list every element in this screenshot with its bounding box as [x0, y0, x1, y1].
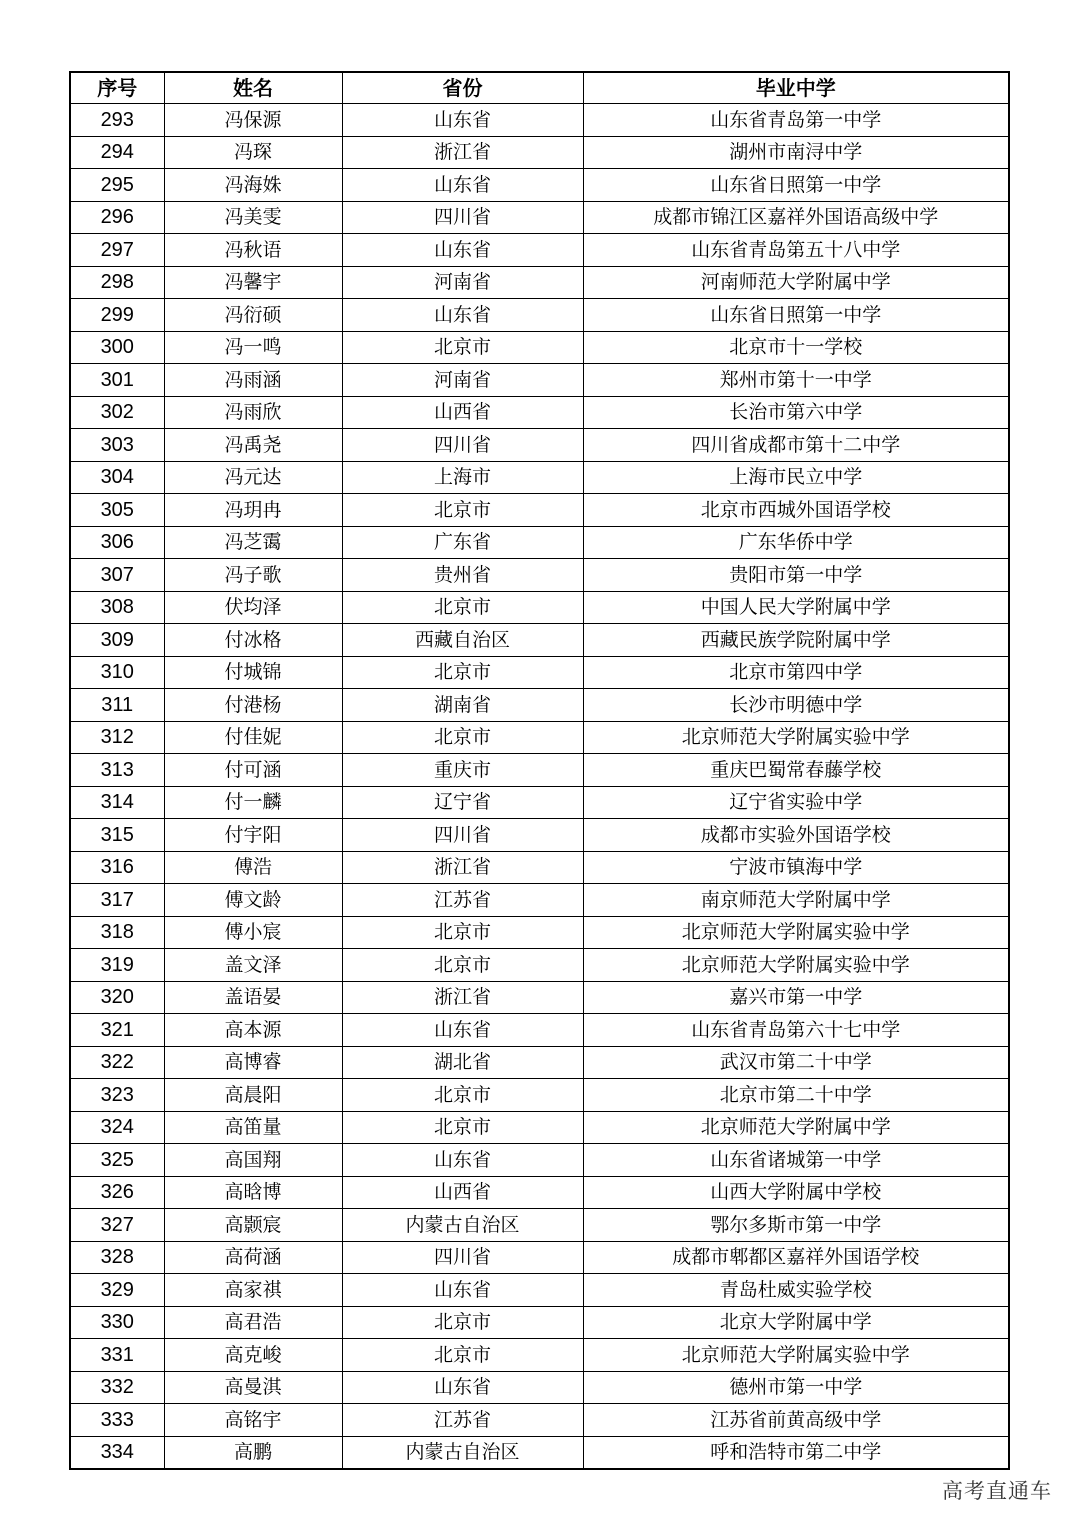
- cell-high-school: 北京师范大学附属实验中学: [583, 721, 1009, 754]
- table-row: [70, 559, 1009, 592]
- cell-serial-number: 303: [70, 429, 164, 462]
- table-row: [70, 266, 1009, 299]
- table-row: [70, 981, 1009, 1014]
- cell-name: 傅文龄: [164, 884, 342, 917]
- cell-province: 北京市: [342, 949, 583, 982]
- cell-high-school: 上海市民立中学: [583, 461, 1009, 494]
- cell-name: 冯馨宇: [164, 266, 342, 299]
- table-row: [70, 1014, 1009, 1047]
- cell-province: 山西省: [342, 1176, 583, 1209]
- cell-high-school: 山东省日照第一中学: [583, 169, 1009, 202]
- cell-high-school: 长治市第六中学: [583, 396, 1009, 429]
- cell-high-school: 西藏民族学院附属中学: [583, 624, 1009, 657]
- cell-province: 山东省: [342, 104, 583, 137]
- cell-province: 北京市: [342, 721, 583, 754]
- cell-serial-number: 309: [70, 624, 164, 657]
- watermark-text: 高考直通车: [942, 1479, 1052, 1503]
- table-row: [70, 331, 1009, 364]
- cell-name: 傅浩: [164, 851, 342, 884]
- cell-high-school: 北京市第四中学: [583, 656, 1009, 689]
- cell-name: 付可涵: [164, 754, 342, 787]
- cell-high-school: 广东华侨中学: [583, 526, 1009, 559]
- cell-serial-number: 297: [70, 234, 164, 267]
- cell-high-school: 郑州市第十一中学: [583, 364, 1009, 397]
- cell-high-school: 北京师范大学附属中学: [583, 1111, 1009, 1144]
- cell-province: 四川省: [342, 429, 583, 462]
- cell-serial-number: 306: [70, 526, 164, 559]
- cell-province: 四川省: [342, 1241, 583, 1274]
- table-row: [70, 624, 1009, 657]
- table-row: [70, 234, 1009, 267]
- cell-high-school: 山西大学附属中学校: [583, 1176, 1009, 1209]
- cell-province: 山东省: [342, 234, 583, 267]
- cell-name: 冯雨涵: [164, 364, 342, 397]
- cell-serial-number: 331: [70, 1339, 164, 1372]
- cell-province: 内蒙古自治区: [342, 1209, 583, 1242]
- cell-province: 浙江省: [342, 851, 583, 884]
- cell-province: 北京市: [342, 1079, 583, 1112]
- cell-name: 付佳妮: [164, 721, 342, 754]
- table-row: [70, 786, 1009, 819]
- cell-high-school: 贵阳市第一中学: [583, 559, 1009, 592]
- cell-name: 冯琛: [164, 136, 342, 169]
- cell-high-school: 德州市第一中学: [583, 1371, 1009, 1404]
- cell-high-school: 成都市郫都区嘉祥外国语学校: [583, 1241, 1009, 1274]
- cell-name: 高君浩: [164, 1306, 342, 1339]
- cell-high-school: 辽宁省实验中学: [583, 786, 1009, 819]
- table-row: [70, 364, 1009, 397]
- cell-name: 冯海姝: [164, 169, 342, 202]
- cell-name: 冯子歌: [164, 559, 342, 592]
- cell-province: 江苏省: [342, 884, 583, 917]
- cell-high-school: 湖州市南浔中学: [583, 136, 1009, 169]
- cell-serial-number: 332: [70, 1371, 164, 1404]
- cell-serial-number: 318: [70, 916, 164, 949]
- cell-serial-number: 322: [70, 1046, 164, 1079]
- cell-high-school: 山东省日照第一中学: [583, 299, 1009, 332]
- table-row: [70, 396, 1009, 429]
- cell-name: 伏均泽: [164, 591, 342, 624]
- cell-name: 冯衍硕: [164, 299, 342, 332]
- cell-serial-number: 295: [70, 169, 164, 202]
- cell-name: 冯秋语: [164, 234, 342, 267]
- cell-province: 贵州省: [342, 559, 583, 592]
- cell-serial-number: 317: [70, 884, 164, 917]
- cell-name: 高晗博: [164, 1176, 342, 1209]
- cell-serial-number: 301: [70, 364, 164, 397]
- cell-serial-number: 313: [70, 754, 164, 787]
- cell-serial-number: 315: [70, 819, 164, 852]
- cell-high-school: 青岛杜威实验学校: [583, 1274, 1009, 1307]
- table-row: [70, 299, 1009, 332]
- cell-province: 北京市: [342, 916, 583, 949]
- cell-serial-number: 310: [70, 656, 164, 689]
- cell-serial-number: 327: [70, 1209, 164, 1242]
- table-body: [70, 104, 1009, 1470]
- cell-serial-number: 302: [70, 396, 164, 429]
- cell-province: 西藏自治区: [342, 624, 583, 657]
- table-row: [70, 1111, 1009, 1144]
- cell-province: 河南省: [342, 364, 583, 397]
- cell-serial-number: 325: [70, 1144, 164, 1177]
- cell-name: 冯雨欣: [164, 396, 342, 429]
- table-row: [70, 1079, 1009, 1112]
- cell-serial-number: 334: [70, 1436, 164, 1469]
- cell-high-school: 南京师范大学附属中学: [583, 884, 1009, 917]
- cell-serial-number: 312: [70, 721, 164, 754]
- table-row: [70, 1046, 1009, 1079]
- cell-high-school: 成都市锦江区嘉祥外国语高级中学: [583, 201, 1009, 234]
- cell-high-school: 长沙市明德中学: [583, 689, 1009, 722]
- cell-serial-number: 316: [70, 851, 164, 884]
- cell-high-school: 四川省成都市第十二中学: [583, 429, 1009, 462]
- cell-high-school: 中国人民大学附属中学: [583, 591, 1009, 624]
- cell-name: 高本源: [164, 1014, 342, 1047]
- cell-province: 湖南省: [342, 689, 583, 722]
- cell-province: 山东省: [342, 299, 583, 332]
- cell-province: 四川省: [342, 819, 583, 852]
- cell-serial-number: 304: [70, 461, 164, 494]
- table-row: [70, 591, 1009, 624]
- cell-name: 高博睿: [164, 1046, 342, 1079]
- table-row: [70, 754, 1009, 787]
- cell-serial-number: 311: [70, 689, 164, 722]
- cell-province: 辽宁省: [342, 786, 583, 819]
- cell-province: 江苏省: [342, 1404, 583, 1437]
- cell-serial-number: 299: [70, 299, 164, 332]
- cell-province: 上海市: [342, 461, 583, 494]
- cell-province: 山东省: [342, 1371, 583, 1404]
- cell-name: 盖文泽: [164, 949, 342, 982]
- cell-name: 高克峻: [164, 1339, 342, 1372]
- cell-high-school: 北京市第二十中学: [583, 1079, 1009, 1112]
- cell-name: 付冰格: [164, 624, 342, 657]
- header-serial-number: 序号: [70, 72, 164, 104]
- table-row: [70, 1176, 1009, 1209]
- header-high-school: 毕业中学: [583, 72, 1009, 104]
- table-row: [70, 721, 1009, 754]
- table-row: [70, 949, 1009, 982]
- cell-province: 内蒙古自治区: [342, 1436, 583, 1469]
- cell-serial-number: 333: [70, 1404, 164, 1437]
- cell-province: 山西省: [342, 396, 583, 429]
- cell-high-school: 山东省青岛第一中学: [583, 104, 1009, 137]
- cell-high-school: 北京师范大学附属实验中学: [583, 949, 1009, 982]
- cell-province: 北京市: [342, 1339, 583, 1372]
- cell-name: 冯保源: [164, 104, 342, 137]
- cell-province: 湖北省: [342, 1046, 583, 1079]
- cell-name: 高晨阳: [164, 1079, 342, 1112]
- cell-name: 付港杨: [164, 689, 342, 722]
- cell-serial-number: 308: [70, 591, 164, 624]
- cell-province: 北京市: [342, 1111, 583, 1144]
- header-province: 省份: [342, 72, 583, 104]
- table-row: [70, 136, 1009, 169]
- cell-serial-number: 330: [70, 1306, 164, 1339]
- cell-name: 冯玥冉: [164, 494, 342, 527]
- table-row: [70, 1241, 1009, 1274]
- cell-high-school: 山东省诸城第一中学: [583, 1144, 1009, 1177]
- table-row: [70, 916, 1009, 949]
- cell-serial-number: 296: [70, 201, 164, 234]
- table-row: [70, 1209, 1009, 1242]
- cell-name: 高笛量: [164, 1111, 342, 1144]
- cell-province: 河南省: [342, 266, 583, 299]
- cell-high-school: 北京市西城外国语学校: [583, 494, 1009, 527]
- table-row: [70, 1144, 1009, 1177]
- cell-serial-number: 298: [70, 266, 164, 299]
- cell-high-school: 嘉兴市第一中学: [583, 981, 1009, 1014]
- table-row: [70, 1306, 1009, 1339]
- cell-high-school: 武汉市第二十中学: [583, 1046, 1009, 1079]
- table-row: [70, 656, 1009, 689]
- student-roster-table: [69, 71, 1010, 1470]
- cell-serial-number: 300: [70, 331, 164, 364]
- cell-name: 傅小宸: [164, 916, 342, 949]
- cell-province: 山东省: [342, 1274, 583, 1307]
- cell-high-school: 北京市十一学校: [583, 331, 1009, 364]
- cell-name: 高国翔: [164, 1144, 342, 1177]
- cell-name: 付一麟: [164, 786, 342, 819]
- header-row: [70, 72, 1009, 104]
- table-header: [70, 72, 1009, 104]
- cell-name: 高荷涵: [164, 1241, 342, 1274]
- cell-high-school: 山东省青岛第六十七中学: [583, 1014, 1009, 1047]
- table-row: [70, 1371, 1009, 1404]
- cell-name: 高铭宇: [164, 1404, 342, 1437]
- table-row: [70, 104, 1009, 137]
- table-row: [70, 819, 1009, 852]
- cell-name: 冯芝霭: [164, 526, 342, 559]
- cell-serial-number: 293: [70, 104, 164, 137]
- cell-province: 广东省: [342, 526, 583, 559]
- cell-high-school: 北京师范大学附属实验中学: [583, 1339, 1009, 1372]
- cell-serial-number: 321: [70, 1014, 164, 1047]
- cell-serial-number: 329: [70, 1274, 164, 1307]
- cell-high-school: 成都市实验外国语学校: [583, 819, 1009, 852]
- table-row: [70, 526, 1009, 559]
- cell-name: 付宇阳: [164, 819, 342, 852]
- cell-province: 重庆市: [342, 754, 583, 787]
- cell-serial-number: 314: [70, 786, 164, 819]
- cell-province: 北京市: [342, 1306, 583, 1339]
- cell-serial-number: 320: [70, 981, 164, 1014]
- cell-province: 北京市: [342, 331, 583, 364]
- cell-name: 盖语晏: [164, 981, 342, 1014]
- cell-name: 冯美雯: [164, 201, 342, 234]
- cell-serial-number: 307: [70, 559, 164, 592]
- cell-province: 浙江省: [342, 981, 583, 1014]
- cell-high-school: 呼和浩特市第二中学: [583, 1436, 1009, 1469]
- cell-serial-number: 319: [70, 949, 164, 982]
- table-row: [70, 884, 1009, 917]
- table-row: [70, 169, 1009, 202]
- cell-province: 四川省: [342, 201, 583, 234]
- cell-high-school: 江苏省前黄高级中学: [583, 1404, 1009, 1437]
- cell-high-school: 北京师范大学附属实验中学: [583, 916, 1009, 949]
- table-row: [70, 1339, 1009, 1372]
- table-row: [70, 461, 1009, 494]
- cell-high-school: 宁波市镇海中学: [583, 851, 1009, 884]
- cell-province: 北京市: [342, 591, 583, 624]
- cell-name: 付城锦: [164, 656, 342, 689]
- cell-high-school: 山东省青岛第五十八中学: [583, 234, 1009, 267]
- table-row: [70, 851, 1009, 884]
- cell-serial-number: 294: [70, 136, 164, 169]
- table-row: [70, 494, 1009, 527]
- cell-province: 山东省: [342, 1144, 583, 1177]
- cell-name: 冯禹尧: [164, 429, 342, 462]
- table-row: [70, 201, 1009, 234]
- cell-province: 浙江省: [342, 136, 583, 169]
- table-row: [70, 1436, 1009, 1469]
- cell-province: 北京市: [342, 656, 583, 689]
- cell-name: 冯元达: [164, 461, 342, 494]
- cell-serial-number: 326: [70, 1176, 164, 1209]
- header-name: 姓名: [164, 72, 342, 104]
- cell-name: 冯一鸣: [164, 331, 342, 364]
- table-row: [70, 1404, 1009, 1437]
- cell-province: 山东省: [342, 1014, 583, 1047]
- cell-name: 高颢宸: [164, 1209, 342, 1242]
- cell-serial-number: 324: [70, 1111, 164, 1144]
- table-row: [70, 429, 1009, 462]
- table-row: [70, 689, 1009, 722]
- table-row: [70, 1274, 1009, 1307]
- cell-serial-number: 328: [70, 1241, 164, 1274]
- cell-serial-number: 323: [70, 1079, 164, 1112]
- cell-name: 高家祺: [164, 1274, 342, 1307]
- cell-high-school: 河南师范大学附属中学: [583, 266, 1009, 299]
- cell-high-school: 北京大学附属中学: [583, 1306, 1009, 1339]
- cell-province: 北京市: [342, 494, 583, 527]
- cell-province: 山东省: [342, 169, 583, 202]
- cell-name: 高鹏: [164, 1436, 342, 1469]
- cell-serial-number: 305: [70, 494, 164, 527]
- cell-high-school: 鄂尔多斯市第一中学: [583, 1209, 1009, 1242]
- cell-high-school: 重庆巴蜀常春藤学校: [583, 754, 1009, 787]
- cell-name: 高曼淇: [164, 1371, 342, 1404]
